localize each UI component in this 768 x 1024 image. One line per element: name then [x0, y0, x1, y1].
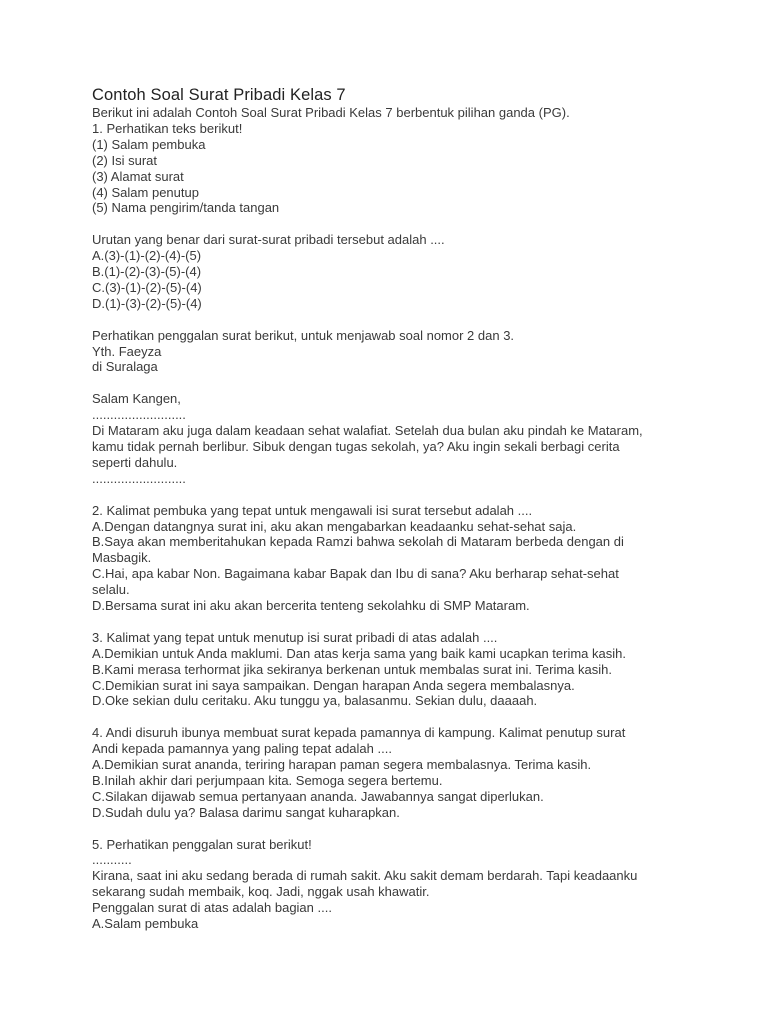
blank-line: [92, 375, 702, 391]
text-line: Perhatikan penggalan surat berikut, untuk menjawab soal nomor 2 dan 3.: [92, 327, 515, 343]
text-line: sekarang sudah membaik, koq. Jadi, nggak usah khawatir.: [92, 884, 430, 900]
blank-line: [92, 216, 702, 232]
text-line: 3. Kalimat yang tepat untuk menutup isi surat pribadi di atas adalah ....: [92, 629, 498, 645]
text-line: B.(1)-(2)-(3)-(5)-(4): [92, 264, 202, 280]
text-line: ...........: [92, 852, 132, 868]
text-line: B.Saya akan memberitahukan kepada Ramzi bahwa sekolah di Mataram berbeda dengan di: [92, 534, 624, 550]
text-line: Urutan yang benar dari surat-surat pribadi tersebut adalah ....: [92, 232, 445, 248]
text-line: B.Kami merasa terhormat jika sekiranya berkenan untuk membalas surat ini. Terima kasih.: [92, 661, 612, 677]
text-line: B.Inilah akhir dari perjumpaan kita. Semoga segera bertemu.: [92, 772, 443, 788]
text-line: D.(1)-(3)-(2)-(5)-(4): [92, 295, 202, 311]
text-line: C.Hai, apa kabar Non. Bagaimana kabar Bapak dan Ibu di sana? Aku berharap sehat-sehat: [92, 566, 619, 582]
blank-line: [92, 614, 702, 630]
text-line: ..........................: [92, 470, 186, 486]
text-line: 2. Kalimat pembuka yang tepat untuk mengawali isi surat tersebut adalah ....: [92, 502, 533, 518]
text-line: Berikut ini adalah Contoh Soal Surat Pribadi Kelas 7 berbentuk pilihan ganda (PG).: [92, 105, 570, 120]
text-line: Penggalan surat di atas adalah bagian ....: [92, 900, 332, 916]
text-line: di Suralaga: [92, 359, 158, 375]
text-line: (2) Isi surat: [92, 152, 158, 168]
text-line: (3) Alamat surat: [92, 168, 184, 184]
text-line: 5. Perhatikan penggalan surat berikut!: [92, 836, 312, 852]
text-line: Salam Kangen,: [92, 391, 181, 407]
text-line: D.Sudah dulu ya? Balasa darimu sangat kuharapkan.: [92, 804, 400, 820]
document-page: [92, 85, 702, 932]
blank-line: [92, 821, 702, 837]
text-line: (1) Salam pembuka: [92, 136, 206, 152]
text-line: ..........................: [92, 407, 186, 423]
text-line: C.Demikian surat ini saya sampaikan. Dengan harapan Anda segera membalasnya.: [92, 677, 575, 693]
text-line: C.(3)-(1)-(2)-(5)-(4): [92, 279, 202, 295]
document-title: Contoh Soal Surat Pribadi Kelas 7: [92, 86, 346, 104]
text-line: (4) Salam penutup: [92, 184, 199, 200]
text-line: A.Demikian untuk Anda maklumi. Dan atas kerja sama yang baik kami ucapkan terima kasih.: [92, 645, 626, 661]
blank-line: [92, 312, 702, 328]
text-line: D.Oke sekian dulu ceritaku. Aku tunggu ya, balasanmu. Sekian dulu, daaaah.: [92, 693, 538, 709]
text-line: Masbagik.: [92, 550, 152, 566]
text-line: Andi kepada pamannya yang paling tepat adalah ....: [92, 741, 392, 757]
blank-line: [92, 709, 702, 725]
text-line: (5) Nama pengirim/tanda tangan: [92, 200, 280, 216]
text-line: kamu tidak pernah berlibur. Sibuk dengan tugas sekolah, ya? Aku ingin sekali berbagi cerita: [92, 438, 620, 454]
text-line: selalu.: [92, 582, 130, 598]
text-line: A.Demikian surat ananda, teriring harapan paman segera membalasnya. Terima kasih.: [92, 757, 592, 773]
text-line: A.Salam pembuka: [92, 916, 199, 932]
text-line: D.Bersama surat ini aku akan bercerita tenteng sekolahku di SMP Mataram.: [92, 598, 530, 614]
text-line: C.Silakan dijawab semua pertanyaan ananda. Jawabannya sangat diperlukan.: [92, 788, 544, 804]
text-line: seperti dahulu.: [92, 454, 178, 470]
blank-line: [92, 487, 702, 503]
text-line: Kirana, saat ini aku sedang berada di rumah sakit. Aku sakit demam berdarah. Tapi keadaanku: [92, 868, 638, 884]
text-line: A.(3)-(1)-(2)-(4)-(5): [92, 248, 202, 264]
text-line: 4. Andi disuruh ibunya membuat surat kepada pamannya di kampung. Kalimat penutup surat: [92, 725, 626, 741]
text-line: A.Dengan datangnya surat ini, aku akan mengabarkan keadaanku sehat-sehat saja.: [92, 518, 577, 534]
text-line: Di Mataram aku juga dalam keadaan sehat walafiat. Setelah dua bulan aku pindah ke Mataram,: [92, 423, 643, 439]
text-line: 1. Perhatikan teks berikut!: [92, 120, 243, 136]
text-line: Yth. Faeyza: [92, 343, 162, 359]
document-body: [92, 105, 702, 932]
